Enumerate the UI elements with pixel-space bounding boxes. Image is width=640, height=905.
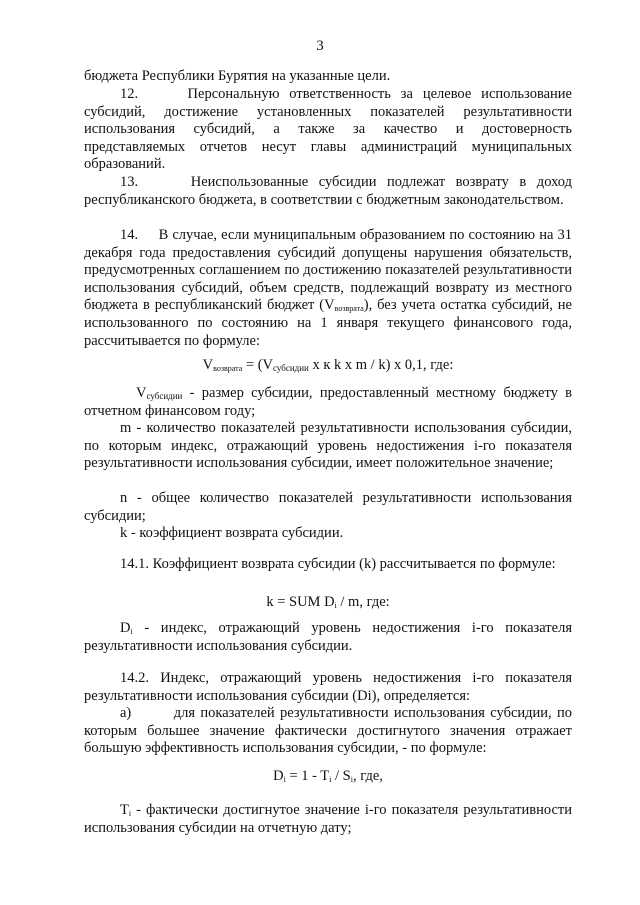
definition-v-subsidy: Vсубсидии - размер субсидии, предоставленный местному бюджету в отчетном финансовом году;	[84, 385, 572, 419]
paragraph-a: а) для показателей результативности использования субсидии, по которым большее значение фактически достигнутого значения отражает большую эффективность использования субсидии, - по формуле:	[84, 705, 572, 757]
formula-return-volume: $V_{возврата}$ = (Vсубсидии x к k x m / k) x 0,1, где:	[202, 357, 454, 373]
formula-k: k = SUM $D_i$ / m, где:	[266, 594, 390, 610]
paragraph-continuation: бюджета Республики Бурятия на указанные цели.	[84, 68, 391, 84]
definition-k: k - коэффициент возврата субсидии.	[120, 525, 344, 541]
paragraph-13: 13. Неиспользованные субсидии подлежат возврату в доход республиканского бюджета, в соответствии с бюджетным законодательством.	[84, 174, 572, 208]
definition-n: n - общее количество показателей результативности использования субсидии;	[84, 490, 572, 524]
page-number: 3	[316, 38, 324, 54]
paragraph-14-2: 14.2. Индекс, отражающий уровень недостижения i-го показателя результативности использования субсидии (Di), определяется:	[84, 670, 572, 704]
definition-di: $D_i$ - индекс, отражающий уровень недостижения i-го показателя результативности использования субсидии.	[84, 620, 572, 654]
definition-m: m - количество показателей результативности использования субсидии, по которым индекс, отражающий уровень недостижения i-го показателя результативности использования субсидии, имеет положительное значение;	[84, 420, 572, 472]
formula-di: $D_i = 1 - T_i / S_i$, где,	[273, 768, 383, 784]
paragraph-14: 14. В случае, если муниципальным образованием по состоянию на 31 декабря года предоставления субсидий допущены нарушения обязательств, предусмотренных соглашением по достижению показателей результативности использования субсидий, объем средств, подлежащий возврату из местного бюджета в республиканский бюджет $(V_{возврата})$, без учета остатка субсидий, не использованного по состоянию на 1 января текущего финансового года, рассчитывается по формуле:	[84, 227, 572, 349]
paragraph-14-1: 14.1. Коэффициент возврата субсидии (k) рассчитывается по формуле:	[120, 556, 556, 572]
definition-ti: $T_i$ - фактически достигнутое значение i-го показателя результативности использования субсидии на отчетную дату;	[84, 802, 572, 836]
paragraph-12: 12. Персональную ответственность за целевое использование субсидий, достижение установленных показателей результативности использования субсидий, а также за качество и достоверность представляемых отчетов несут главы администраций муниципальных образований.	[84, 86, 572, 173]
